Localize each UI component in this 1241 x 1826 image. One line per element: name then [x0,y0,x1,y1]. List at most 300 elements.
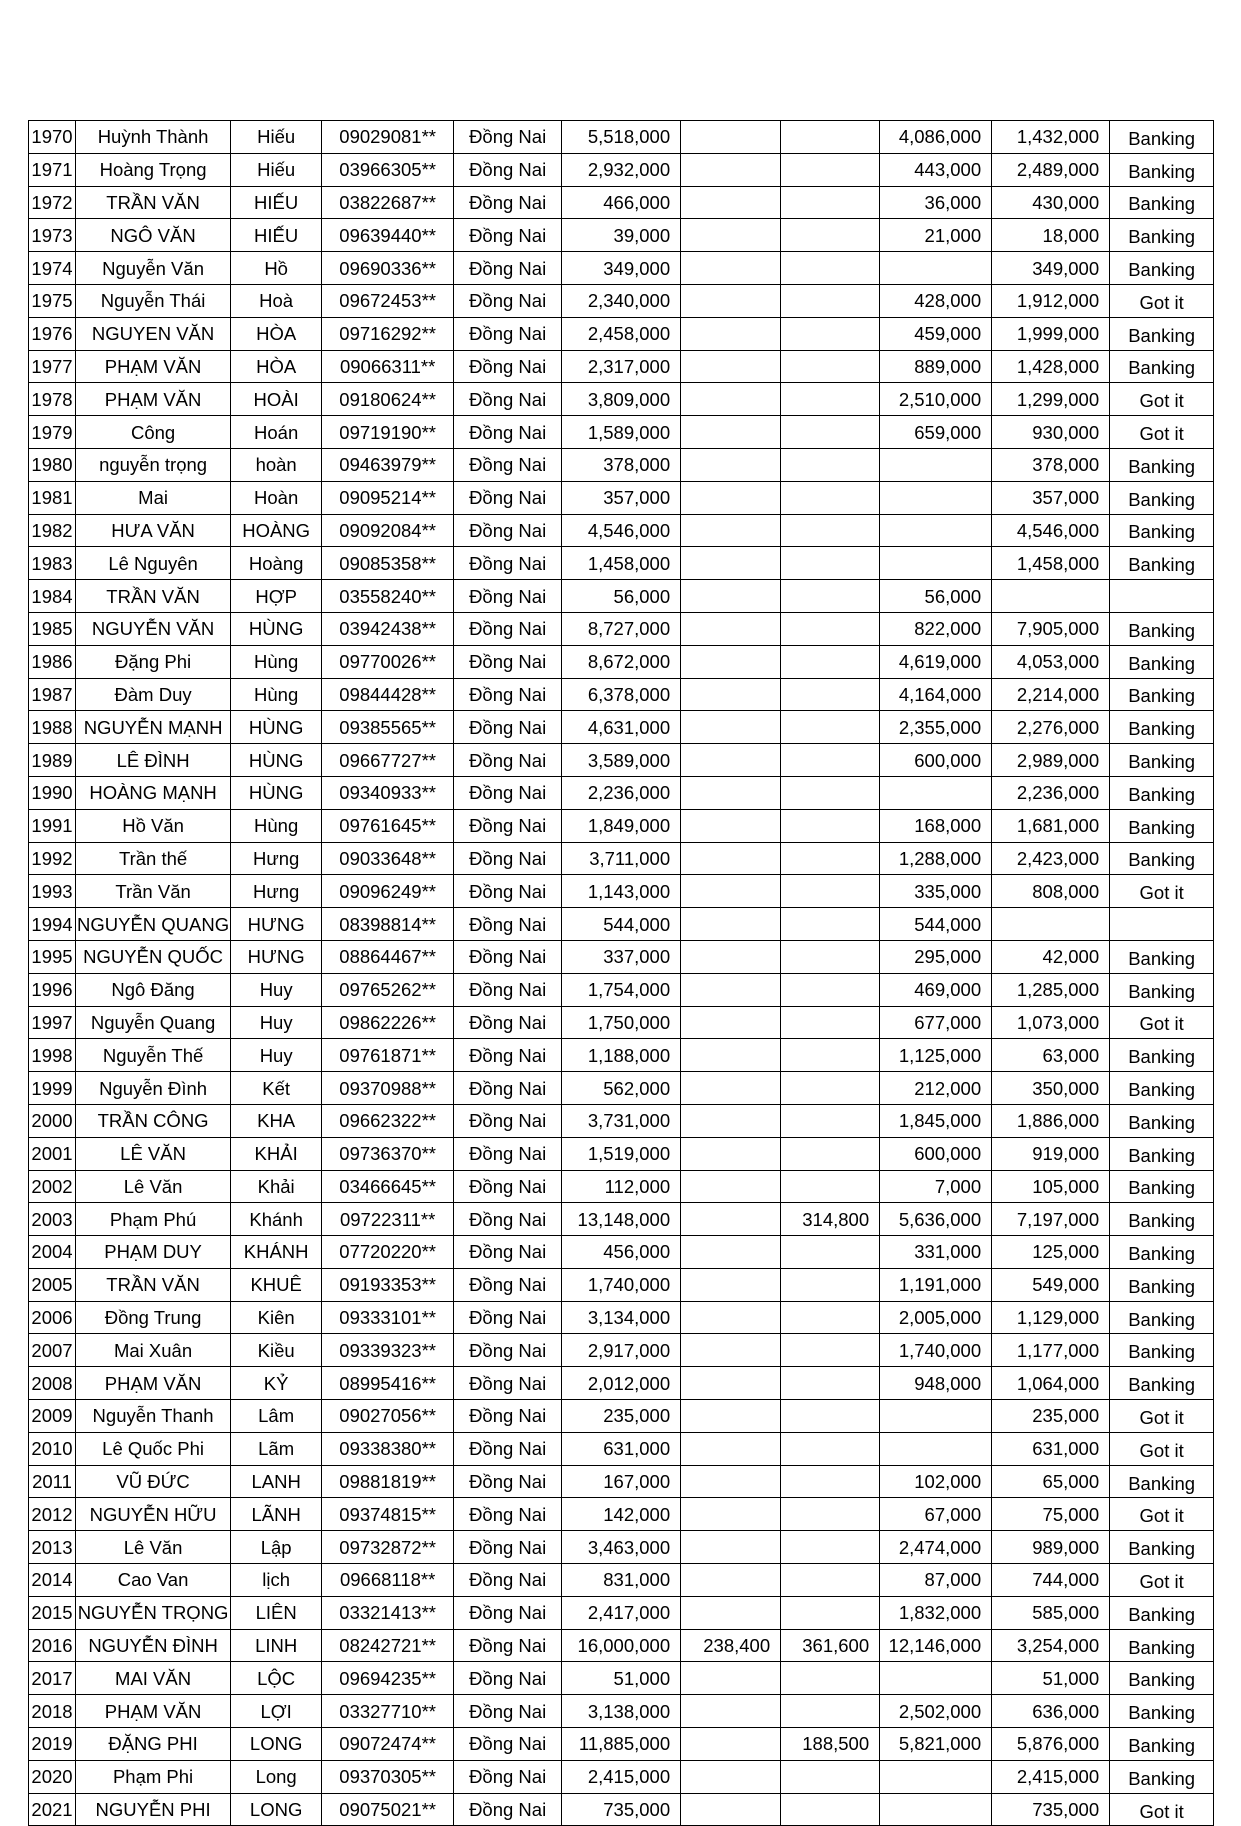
cell-index: 1979 [29,416,76,449]
table-row [29,1760,1214,1793]
cell-total: 8,727,000 [562,612,681,645]
table-row [29,842,1214,875]
cell-remaining: 2,989,000 [992,744,1110,777]
cell-surname: Ngô Đăng [76,973,231,1006]
cell-index: 1993 [29,875,76,908]
cell-province: Đồng Nai [454,580,562,613]
cell-payment-method: Banking [1110,252,1214,285]
cell-index: 2020 [29,1760,76,1793]
cell-total: 51,000 [562,1662,681,1695]
cell-deduction-2 [781,1793,880,1826]
cell-given-name: HÒA [231,317,322,350]
cell-remaining: 1,681,000 [992,809,1110,842]
table-row [29,1400,1214,1433]
cell-phone: 09370988** [322,1072,454,1105]
cell-remaining: 430,000 [992,186,1110,219]
cell-phone: 09761871** [322,1039,454,1072]
cell-remaining: 42,000 [992,940,1110,973]
table-row [29,448,1214,481]
cell-deduction-2 [781,1432,880,1465]
cell-deduction-1 [681,1137,781,1170]
cell-paid: 5,821,000 [880,1728,992,1761]
cell-surname: NGUYỄN QUANG [76,908,231,941]
table-row [29,153,1214,186]
cell-province: Đồng Nai [454,1596,562,1629]
table-row [29,1236,1214,1269]
cell-deduction-2 [781,1104,880,1137]
cell-phone: 09085358** [322,547,454,580]
table-row [29,252,1214,285]
cell-paid [880,1793,992,1826]
cell-paid: 2,005,000 [880,1301,992,1334]
cell-province: Đồng Nai [454,1760,562,1793]
cell-total: 1,849,000 [562,809,681,842]
cell-given-name: Hùng [231,645,322,678]
cell-deduction-2 [781,350,880,383]
cell-paid: 469,000 [880,973,992,1006]
cell-province: Đồng Nai [454,1039,562,1072]
cell-index: 1976 [29,317,76,350]
cell-total: 3,589,000 [562,744,681,777]
cell-deduction-1 [681,219,781,252]
cell-index: 1990 [29,776,76,809]
table-row [29,678,1214,711]
cell-remaining: 636,000 [992,1695,1110,1728]
cell-remaining: 4,053,000 [992,645,1110,678]
cell-payment-method: Banking [1110,547,1214,580]
cell-payment-method: Banking [1110,153,1214,186]
cell-given-name: HÒA [231,350,322,383]
cell-index: 1973 [29,219,76,252]
cell-remaining: 7,905,000 [992,612,1110,645]
cell-province: Đồng Nai [454,219,562,252]
cell-index: 1977 [29,350,76,383]
cell-phone: 09716292** [322,317,454,350]
cell-province: Đồng Nai [454,186,562,219]
cell-deduction-1: 238,400 [681,1629,781,1662]
cell-index: 1989 [29,744,76,777]
cell-surname: Đàm Duy [76,678,231,711]
cell-payment-method: Banking [1110,645,1214,678]
cell-phone: 09639440** [322,219,454,252]
cell-paid [880,1432,992,1465]
cell-phone: 03558240** [322,580,454,613]
cell-given-name: LINH [231,1629,322,1662]
cell-remaining: 631,000 [992,1432,1110,1465]
cell-given-name: HƯNG [231,908,322,941]
cell-given-name: Hoà [231,284,322,317]
cell-surname: Nguyễn Thái [76,284,231,317]
table-row [29,1039,1214,1072]
cell-payment-method: Got it [1110,284,1214,317]
cell-deduction-1 [681,908,781,941]
cell-payment-method: Got it [1110,1564,1214,1597]
cell-deduction-2 [781,678,880,711]
cell-surname: Nguyễn Thế [76,1039,231,1072]
cell-payment-method: Banking [1110,1465,1214,1498]
cell-deduction-1 [681,809,781,842]
cell-deduction-1 [681,744,781,777]
cell-given-name: LONG [231,1793,322,1826]
cell-province: Đồng Nai [454,284,562,317]
table-row [29,645,1214,678]
cell-paid: 889,000 [880,350,992,383]
cell-index: 2021 [29,1793,76,1826]
cell-total: 562,000 [562,1072,681,1105]
cell-province: Đồng Nai [454,1268,562,1301]
cell-deduction-2 [781,1531,880,1564]
cell-paid [880,1662,992,1695]
cell-index: 2009 [29,1400,76,1433]
cell-deduction-1 [681,1039,781,1072]
data-table [28,120,1214,1826]
cell-payment-method: Banking [1110,678,1214,711]
cell-phone: 03942438** [322,612,454,645]
cell-surname: PHẠM DUY [76,1236,231,1269]
cell-phone: 09092084** [322,514,454,547]
cell-paid: 1,288,000 [880,842,992,875]
cell-payment-method: Banking [1110,1367,1214,1400]
cell-deduction-1 [681,875,781,908]
cell-deduction-2 [781,809,880,842]
cell-surname: Nguyễn Văn [76,252,231,285]
cell-deduction-2 [781,711,880,744]
cell-total: 1,458,000 [562,547,681,580]
cell-total: 349,000 [562,252,681,285]
cell-total: 1,740,000 [562,1268,681,1301]
cell-province: Đồng Nai [454,1334,562,1367]
cell-index: 1986 [29,645,76,678]
cell-index: 2010 [29,1432,76,1465]
cell-phone: 09340933** [322,776,454,809]
cell-paid: 67,000 [880,1498,992,1531]
cell-remaining: 18,000 [992,219,1110,252]
cell-payment-method: Banking [1110,940,1214,973]
cell-deduction-1 [681,121,781,154]
cell-payment-method: Banking [1110,612,1214,645]
cell-given-name: KHA [231,1104,322,1137]
cell-remaining: 2,415,000 [992,1760,1110,1793]
cell-surname: Phạm Phú [76,1203,231,1236]
cell-payment-method: Banking [1110,842,1214,875]
cell-deduction-2 [781,383,880,416]
cell-total: 2,236,000 [562,776,681,809]
cell-deduction-1 [681,317,781,350]
cell-deduction-2 [781,1564,880,1597]
cell-paid: 2,474,000 [880,1531,992,1564]
cell-province: Đồng Nai [454,875,562,908]
cell-province: Đồng Nai [454,252,562,285]
cell-given-name: lịch [231,1564,322,1597]
cell-surname: Nguyễn Đình [76,1072,231,1105]
cell-index: 2011 [29,1465,76,1498]
cell-province: Đồng Nai [454,1662,562,1695]
cell-payment-method: Banking [1110,1334,1214,1367]
cell-province: Đồng Nai [454,1400,562,1433]
table-row [29,1301,1214,1334]
cell-phone: 09765262** [322,973,454,1006]
cell-deduction-1 [681,645,781,678]
cell-total: 456,000 [562,1236,681,1269]
cell-deduction-2 [781,1760,880,1793]
cell-surname: Nguyễn Quang [76,1006,231,1039]
cell-remaining: 1,428,000 [992,350,1110,383]
cell-index: 1970 [29,121,76,154]
cell-given-name: Hoàng [231,547,322,580]
table-row [29,121,1214,154]
cell-paid: 21,000 [880,219,992,252]
cell-deduction-2 [781,1465,880,1498]
cell-deduction-1 [681,186,781,219]
cell-surname: NGUYỄN ĐÌNH [76,1629,231,1662]
cell-deduction-1 [681,1006,781,1039]
cell-province: Đồng Nai [454,1236,562,1269]
cell-paid [880,776,992,809]
cell-surname: LÊ ĐÌNH [76,744,231,777]
cell-given-name: Lập [231,1531,322,1564]
cell-deduction-2 [781,481,880,514]
cell-given-name: Hồ [231,252,322,285]
table-row [29,1596,1214,1629]
cell-remaining: 125,000 [992,1236,1110,1269]
cell-deduction-1 [681,1432,781,1465]
cell-total: 735,000 [562,1793,681,1826]
cell-phone: 09667727** [322,744,454,777]
cell-province: Đồng Nai [454,678,562,711]
cell-given-name: HỢP [231,580,322,613]
table-row [29,1334,1214,1367]
cell-phone: 09770026** [322,645,454,678]
cell-total: 2,012,000 [562,1367,681,1400]
cell-index: 1987 [29,678,76,711]
cell-paid [880,252,992,285]
cell-deduction-1 [681,711,781,744]
cell-deduction-2 [781,186,880,219]
cell-deduction-1 [681,1236,781,1269]
cell-phone: 09333101** [322,1301,454,1334]
cell-province: Đồng Nai [454,1072,562,1105]
cell-index: 1988 [29,711,76,744]
cell-remaining: 1,886,000 [992,1104,1110,1137]
cell-payment-method: Banking [1110,481,1214,514]
cell-index: 1971 [29,153,76,186]
cell-deduction-2 [781,1367,880,1400]
cell-province: Đồng Nai [454,416,562,449]
cell-deduction-1 [681,1760,781,1793]
cell-deduction-2 [781,448,880,481]
table-row [29,1432,1214,1465]
cell-paid: 948,000 [880,1367,992,1400]
cell-paid: 428,000 [880,284,992,317]
cell-deduction-1 [681,350,781,383]
table-row [29,612,1214,645]
cell-paid: 5,636,000 [880,1203,992,1236]
cell-remaining: 2,423,000 [992,842,1110,875]
cell-phone: 09694235** [322,1662,454,1695]
cell-deduction-1 [681,612,781,645]
cell-given-name: Hưng [231,875,322,908]
cell-payment-method: Banking [1110,711,1214,744]
cell-deduction-2 [781,416,880,449]
cell-total: 4,546,000 [562,514,681,547]
cell-phone: 09339323** [322,1334,454,1367]
cell-deduction-1 [681,1334,781,1367]
cell-deduction-2 [781,1006,880,1039]
cell-deduction-2 [781,875,880,908]
cell-deduction-2 [781,284,880,317]
cell-payment-method: Banking [1110,1695,1214,1728]
cell-total: 112,000 [562,1170,681,1203]
cell-deduction-2 [781,776,880,809]
cell-phone: 09095214** [322,481,454,514]
cell-remaining [992,580,1110,613]
cell-remaining: 1,299,000 [992,383,1110,416]
cell-remaining: 235,000 [992,1400,1110,1433]
cell-payment-method: Banking [1110,317,1214,350]
cell-province: Đồng Nai [454,1793,562,1826]
cell-deduction-1 [681,416,781,449]
cell-paid: 600,000 [880,1137,992,1170]
cell-deduction-1 [681,1170,781,1203]
cell-surname: NGUYỄN PHI [76,1793,231,1826]
cell-given-name: LỘC [231,1662,322,1695]
cell-paid: 212,000 [880,1072,992,1105]
cell-given-name: Khải [231,1170,322,1203]
cell-payment-method: Banking [1110,186,1214,219]
cell-deduction-1 [681,1465,781,1498]
cell-surname: Mai Xuân [76,1334,231,1367]
cell-given-name: Hiếu [231,153,322,186]
cell-deduction-2 [781,908,880,941]
cell-total: 1,754,000 [562,973,681,1006]
cell-total: 631,000 [562,1432,681,1465]
cell-phone: 03327710** [322,1695,454,1728]
cell-given-name: HÙNG [231,776,322,809]
table-row [29,1137,1214,1170]
cell-total: 2,917,000 [562,1334,681,1367]
cell-deduction-1 [681,481,781,514]
cell-paid: 600,000 [880,744,992,777]
cell-total: 142,000 [562,1498,681,1531]
cell-total: 1,589,000 [562,416,681,449]
cell-surname: Nguyễn Thanh [76,1400,231,1433]
cell-remaining [992,908,1110,941]
cell-payment-method [1110,908,1214,941]
cell-province: Đồng Nai [454,153,562,186]
cell-index: 2013 [29,1531,76,1564]
cell-deduction-2 [781,1301,880,1334]
cell-phone: 09719190** [322,416,454,449]
table-row [29,1793,1214,1826]
cell-remaining: 585,000 [992,1596,1110,1629]
cell-deduction-1 [681,580,781,613]
cell-surname: Công [76,416,231,449]
cell-remaining: 919,000 [992,1137,1110,1170]
cell-deduction-2: 361,600 [781,1629,880,1662]
cell-deduction-2 [781,121,880,154]
cell-total: 2,340,000 [562,284,681,317]
cell-deduction-1 [681,1072,781,1105]
cell-surname: Lê Văn [76,1531,231,1564]
cell-paid: 544,000 [880,908,992,941]
cell-phone: 09193353** [322,1268,454,1301]
cell-deduction-1 [681,940,781,973]
cell-province: Đồng Nai [454,350,562,383]
cell-surname: PHẠM VĂN [76,1367,231,1400]
cell-province: Đồng Nai [454,940,562,973]
cell-deduction-2 [781,1170,880,1203]
cell-paid: 295,000 [880,940,992,973]
cell-phone: 08398814** [322,908,454,941]
cell-remaining: 105,000 [992,1170,1110,1203]
cell-paid: 1,740,000 [880,1334,992,1367]
cell-payment-method: Got it [1110,383,1214,416]
cell-remaining: 7,197,000 [992,1203,1110,1236]
cell-given-name: Kết [231,1072,322,1105]
cell-paid: 4,086,000 [880,121,992,154]
cell-deduction-1 [681,252,781,285]
cell-total: 8,672,000 [562,645,681,678]
cell-total: 2,932,000 [562,153,681,186]
cell-payment-method: Banking [1110,121,1214,154]
table-row [29,1367,1214,1400]
cell-paid: 2,502,000 [880,1695,992,1728]
table-row [29,1104,1214,1137]
cell-total: 1,143,000 [562,875,681,908]
cell-paid: 4,164,000 [880,678,992,711]
cell-given-name: Hoán [231,416,322,449]
cell-phone: 09881819** [322,1465,454,1498]
table-row [29,1728,1214,1761]
cell-index: 1972 [29,186,76,219]
cell-index: 1992 [29,842,76,875]
cell-deduction-2 [781,1596,880,1629]
cell-remaining: 378,000 [992,448,1110,481]
cell-province: Đồng Nai [454,1301,562,1334]
cell-given-name: Long [231,1760,322,1793]
cell-deduction-2: 314,800 [781,1203,880,1236]
cell-given-name: LIÊN [231,1596,322,1629]
cell-surname: NGÔ VĂN [76,219,231,252]
cell-given-name: HÙNG [231,711,322,744]
cell-province: Đồng Nai [454,448,562,481]
cell-index: 1996 [29,973,76,1006]
cell-phone: 09029081** [322,121,454,154]
cell-deduction-2 [781,252,880,285]
cell-province: Đồng Nai [454,121,562,154]
table-row [29,744,1214,777]
cell-given-name: KHÁNH [231,1236,322,1269]
cell-phone: 09370305** [322,1760,454,1793]
cell-total: 1,750,000 [562,1006,681,1039]
cell-phone: 09385565** [322,711,454,744]
cell-province: Đồng Nai [454,842,562,875]
cell-remaining: 930,000 [992,416,1110,449]
cell-total: 378,000 [562,448,681,481]
cell-total: 544,000 [562,908,681,941]
cell-phone: 09662322** [322,1104,454,1137]
cell-total: 3,731,000 [562,1104,681,1137]
cell-index: 1994 [29,908,76,941]
cell-paid: 1,125,000 [880,1039,992,1072]
cell-payment-method: Banking [1110,809,1214,842]
cell-province: Đồng Nai [454,809,562,842]
cell-index: 2006 [29,1301,76,1334]
cell-deduction-1 [681,1564,781,1597]
cell-total: 357,000 [562,481,681,514]
cell-remaining: 2,214,000 [992,678,1110,711]
cell-phone: 08242721** [322,1629,454,1662]
